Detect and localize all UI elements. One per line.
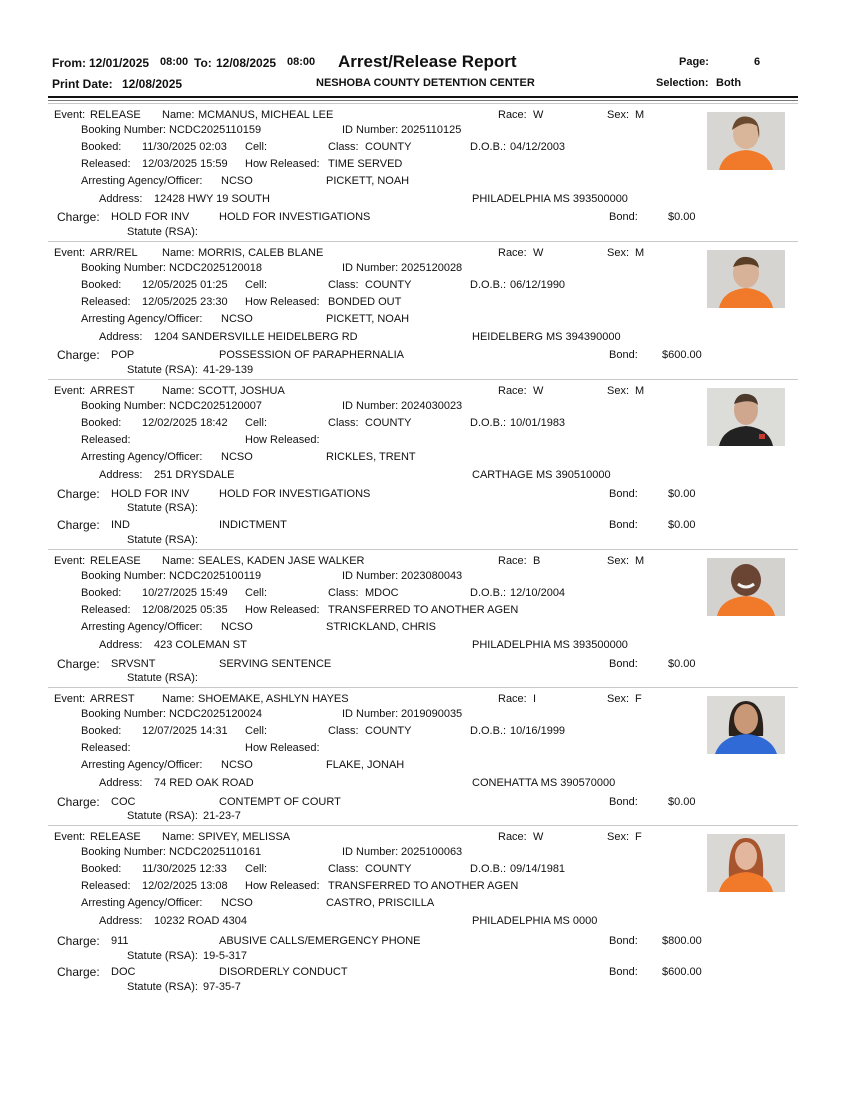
event-label: Event:	[54, 385, 86, 397]
dob-label: D.O.B.:	[470, 279, 507, 291]
charge-code: 911	[111, 935, 129, 947]
event-type: RELEASE	[90, 109, 141, 121]
id-number-label: ID Number:	[342, 400, 399, 412]
bond-label: Bond:	[609, 658, 638, 670]
charge-description: HOLD FOR INVESTIGATIONS	[219, 211, 371, 223]
bond-amount: $0.00	[668, 519, 696, 531]
address-label: Address:	[99, 331, 143, 343]
arresting-agency: NCSO	[221, 175, 253, 187]
selection-label: Selection:	[656, 77, 709, 89]
name-label: Name:	[162, 555, 195, 567]
how-released-label: How Released:	[245, 434, 320, 446]
statute-label: Statute (RSA):	[127, 364, 198, 376]
charge-label: Charge:	[57, 965, 100, 979]
class-label: Class:	[328, 725, 359, 737]
booked-label: Booked:	[81, 587, 122, 599]
sex-label: Sex:	[607, 555, 630, 567]
event-label: Event:	[54, 109, 86, 121]
bond-amount: $0.00	[668, 796, 696, 808]
charge-code: HOLD FOR INV	[111, 488, 190, 500]
booking-number: NCDC2025120024	[169, 708, 262, 720]
sex-value: M	[635, 109, 645, 121]
statute-label: Statute (RSA):	[127, 981, 198, 993]
charge-code: SRVSNT	[111, 658, 156, 670]
inmate-photo	[707, 696, 785, 754]
bond-label: Bond:	[609, 349, 638, 361]
arresting-agency: NCSO	[221, 621, 253, 633]
print-date: 12/08/2025	[122, 77, 183, 91]
race-label: Race:	[498, 109, 527, 121]
id-number: 2025120028	[401, 262, 463, 274]
charge-label: Charge:	[57, 795, 100, 809]
inmate-name: MCMANUS, MICHEAL LEE	[198, 109, 334, 121]
event-label: Event:	[54, 555, 86, 567]
record-entry	[48, 379, 798, 550]
booking-number: NCDC2025110161	[169, 846, 262, 858]
address-city: PHILADELPHIA MS 393500000	[472, 193, 628, 205]
print-date-label: Print Date:	[52, 77, 113, 91]
sex-label: Sex:	[607, 693, 630, 705]
arresting-label: Arresting Agency/Officer:	[81, 759, 203, 771]
bond-amount: $600.00	[662, 966, 702, 978]
charge-description: SERVING SENTENCE	[219, 658, 332, 670]
released-label: Released:	[81, 158, 131, 170]
class-value: COUNTY	[365, 141, 412, 153]
arresting-agency: NCSO	[221, 759, 253, 771]
address-label: Address:	[99, 469, 143, 481]
id-number-label: ID Number:	[342, 846, 399, 858]
report-title: Arrest/Release Report	[338, 52, 517, 71]
id-number: 2024030023	[401, 400, 463, 412]
record-entry	[48, 241, 798, 380]
released-label: Released:	[81, 604, 131, 616]
race-value: B	[533, 555, 541, 567]
class-label: Class:	[328, 417, 359, 429]
race-value: W	[533, 247, 544, 259]
booked-datetime: 11/30/2025 02:03	[142, 141, 227, 153]
address-city: PHILADELPHIA MS 0000	[472, 915, 598, 927]
how-released-label: How Released:	[245, 742, 320, 754]
address-street: 251 DRYSDALE	[154, 469, 235, 481]
arresting-officer: PICKETT, NOAH	[326, 313, 410, 325]
inmate-name: MORRIS, CALEB BLANE	[198, 247, 324, 259]
from-label: From:	[52, 56, 86, 70]
dob-label: D.O.B.:	[470, 417, 507, 429]
dob-value: 10/01/1983	[510, 417, 566, 429]
id-number: 2025110125	[401, 124, 462, 136]
race-label: Race:	[498, 247, 527, 259]
id-number-label: ID Number:	[342, 124, 399, 136]
dob-label: D.O.B.:	[470, 141, 507, 153]
header-rule-thin	[48, 100, 798, 101]
record-entry	[48, 103, 798, 242]
sex-label: Sex:	[607, 831, 630, 843]
booked-label: Booked:	[81, 725, 122, 737]
dob-value: 10/16/1999	[510, 725, 566, 737]
address-label: Address:	[99, 777, 143, 789]
inmate-name: SCOTT, JOSHUA	[198, 385, 285, 397]
bond-label: Bond:	[609, 966, 638, 978]
arresting-label: Arresting Agency/Officer:	[81, 451, 203, 463]
arresting-agency: NCSO	[221, 451, 253, 463]
booking-number-label: Booking Number:	[81, 570, 166, 582]
inmate-photo	[707, 388, 785, 446]
address-street: 12428 HWY 19 SOUTH	[154, 193, 270, 205]
sex-label: Sex:	[607, 247, 630, 259]
address-street: 10232 ROAD 4304	[154, 915, 247, 927]
to-time: 08:00	[287, 56, 316, 68]
released-datetime: 12/03/2025 15:59	[142, 158, 228, 170]
dob-value: 09/14/1981	[510, 863, 566, 875]
to-date: 12/08/2025	[216, 56, 277, 70]
event-type: ARREST	[90, 693, 135, 705]
booked-datetime: 12/02/2025 18:42	[142, 417, 228, 429]
booking-number-label: Booking Number:	[81, 708, 166, 720]
booked-label: Booked:	[81, 863, 122, 875]
booking-number-label: Booking Number:	[81, 262, 166, 274]
race-label: Race:	[498, 693, 527, 705]
arresting-officer: STRICKLAND, CHRIS	[326, 621, 437, 633]
name-label: Name:	[162, 385, 195, 397]
address-street: 1204 SANDERSVILLE HEIDELBERG RD	[154, 331, 358, 343]
how-released-value: TRANSFERRED TO ANOTHER AGEN	[328, 604, 519, 616]
sex-label: Sex:	[607, 385, 630, 397]
released-datetime: 12/08/2025 05:35	[142, 604, 228, 616]
class-value: MDOC	[365, 587, 399, 599]
event-type: ARREST	[90, 385, 135, 397]
arresting-officer: CASTRO, PRISCILLA	[326, 897, 435, 909]
event-type: RELEASE	[90, 555, 141, 567]
class-value: COUNTY	[365, 417, 412, 429]
id-number: 2025100063	[401, 846, 463, 858]
event-type: ARR/REL	[90, 247, 138, 259]
class-value: COUNTY	[365, 725, 412, 737]
bond-label: Bond:	[609, 519, 638, 531]
booked-label: Booked:	[81, 279, 122, 291]
dob-label: D.O.B.:	[470, 863, 507, 875]
charge-code: IND	[111, 519, 130, 531]
name-label: Name:	[162, 247, 195, 259]
arresting-officer: PICKETT, NOAH	[326, 175, 410, 187]
charge-description: CONTEMPT OF COURT	[219, 796, 341, 808]
statute-label: Statute (RSA):	[127, 810, 198, 822]
charge-code: HOLD FOR INV	[111, 211, 190, 223]
bond-label: Bond:	[609, 796, 638, 808]
statute-label: Statute (RSA):	[127, 502, 198, 514]
arresting-label: Arresting Agency/Officer:	[81, 175, 203, 187]
arresting-label: Arresting Agency/Officer:	[81, 313, 203, 325]
released-label: Released:	[81, 742, 131, 754]
inmate-name: SPIVEY, MELISSA	[198, 831, 291, 843]
selection-value: Both	[716, 77, 742, 89]
how-released-value: BONDED OUT	[328, 296, 402, 308]
race-label: Race:	[498, 555, 527, 567]
booked-datetime: 10/27/2025 15:49	[142, 587, 228, 599]
booking-number: NCDC2025100119	[169, 570, 262, 582]
booking-number: NCDC2025120007	[169, 400, 262, 412]
booked-datetime: 11/30/2025 12:33	[142, 863, 227, 875]
bond-label: Bond:	[609, 935, 638, 947]
event-type: RELEASE	[90, 831, 141, 843]
how-released-label: How Released:	[245, 158, 320, 170]
how-released-label: How Released:	[245, 296, 320, 308]
inmate-name: SEALES, KADEN JASE WALKER	[198, 555, 365, 567]
event-label: Event:	[54, 831, 86, 843]
cell-label: Cell:	[245, 587, 268, 599]
arresting-label: Arresting Agency/Officer:	[81, 897, 203, 909]
race-label: Race:	[498, 831, 527, 843]
id-number: 2023080043	[401, 570, 463, 582]
charge-code: DOC	[111, 966, 136, 978]
cell-label: Cell:	[245, 141, 268, 153]
booked-label: Booked:	[81, 141, 122, 153]
statute-label: Statute (RSA):	[127, 672, 198, 684]
inmate-photo	[707, 558, 785, 616]
how-released-label: How Released:	[245, 604, 320, 616]
charge-label: Charge:	[57, 518, 100, 532]
bond-label: Bond:	[609, 488, 638, 500]
released-label: Released:	[81, 880, 131, 892]
class-label: Class:	[328, 587, 359, 599]
race-value: W	[533, 109, 544, 121]
booking-number: NCDC2025110159	[169, 124, 262, 136]
record-entry	[48, 687, 798, 826]
race-value: I	[533, 693, 537, 705]
page-number: 6	[754, 56, 761, 68]
class-label: Class:	[328, 279, 359, 291]
name-label: Name:	[162, 109, 195, 121]
id-number-label: ID Number:	[342, 570, 399, 582]
charge-description: POSSESSION OF PARAPHERNALIA	[219, 349, 405, 361]
address-city: HEIDELBERG MS 394390000	[472, 331, 621, 343]
statute-label: Statute (RSA):	[127, 534, 198, 546]
statute-label: Statute (RSA):	[127, 950, 198, 962]
class-value: COUNTY	[365, 279, 412, 291]
inmate-photo	[707, 112, 785, 170]
arresting-agency: NCSO	[221, 897, 253, 909]
charge-description: HOLD FOR INVESTIGATIONS	[219, 488, 371, 500]
booking-number-label: Booking Number:	[81, 846, 166, 858]
bond-amount: $0.00	[668, 211, 696, 223]
dob-label: D.O.B.:	[470, 587, 507, 599]
address-city: CONEHATTA MS 390570000	[472, 777, 616, 789]
id-number: 2019090035	[401, 708, 463, 720]
facility-name: NESHOBA COUNTY DETENTION CENTER	[316, 77, 535, 89]
bond-amount: $600.00	[662, 349, 702, 361]
booked-label: Booked:	[81, 417, 122, 429]
booking-number-label: Booking Number:	[81, 400, 166, 412]
address-city: CARTHAGE MS 390510000	[472, 469, 611, 481]
charge-label: Charge:	[57, 487, 100, 501]
booking-number: NCDC2025120018	[169, 262, 262, 274]
record-entry	[48, 825, 798, 996]
sex-value: M	[635, 385, 645, 397]
charge-code: COC	[111, 796, 136, 808]
class-label: Class:	[328, 863, 359, 875]
race-label: Race:	[498, 385, 527, 397]
charge-code: POP	[111, 349, 135, 361]
event-label: Event:	[54, 693, 86, 705]
released-datetime: 12/02/2025 13:08	[142, 880, 228, 892]
charge-label: Charge:	[57, 657, 100, 671]
sex-label: Sex:	[607, 109, 630, 121]
class-label: Class:	[328, 141, 359, 153]
charge-description: ABUSIVE CALLS/EMERGENCY PHONE	[219, 935, 421, 947]
how-released-label: How Released:	[245, 880, 320, 892]
inmate-name: SHOEMAKE, ASHLYN HAYES	[198, 693, 349, 705]
charge-description: DISORDERLY CONDUCT	[219, 966, 348, 978]
address-street: 74 RED OAK ROAD	[154, 777, 254, 789]
booked-datetime: 12/07/2025 14:31	[142, 725, 228, 737]
how-released-value: TRANSFERRED TO ANOTHER AGEN	[328, 880, 519, 892]
sex-value: F	[635, 831, 642, 843]
arresting-officer: FLAKE, JONAH	[326, 759, 405, 771]
race-value: W	[533, 831, 544, 843]
sex-value: F	[635, 693, 642, 705]
inmate-photo	[707, 250, 785, 308]
dob-value: 04/12/2003	[510, 141, 566, 153]
address-street: 423 COLEMAN ST	[154, 639, 247, 651]
address-label: Address:	[99, 639, 143, 651]
charge-label: Charge:	[57, 934, 100, 948]
bond-amount: $0.00	[668, 488, 696, 500]
bond-amount: $800.00	[662, 935, 702, 947]
id-number-label: ID Number:	[342, 708, 399, 720]
released-datetime: 12/05/2025 23:30	[142, 296, 228, 308]
cell-label: Cell:	[245, 863, 268, 875]
cell-label: Cell:	[245, 417, 268, 429]
statute-label: Statute (RSA):	[127, 226, 198, 238]
record-entry	[48, 549, 798, 688]
sex-value: M	[635, 247, 645, 259]
cell-label: Cell:	[245, 725, 268, 737]
address-label: Address:	[99, 915, 143, 927]
arresting-label: Arresting Agency/Officer:	[81, 621, 203, 633]
address-city: PHILADELPHIA MS 393500000	[472, 639, 628, 651]
charge-label: Charge:	[57, 348, 100, 362]
charge-description: INDICTMENT	[219, 519, 287, 531]
statute-value: 97-35-7	[203, 981, 241, 993]
bond-label: Bond:	[609, 211, 638, 223]
name-label: Name:	[162, 693, 195, 705]
booked-datetime: 12/05/2025 01:25	[142, 279, 228, 291]
name-label: Name:	[162, 831, 195, 843]
id-number-label: ID Number:	[342, 262, 399, 274]
how-released-value: TIME SERVED	[328, 158, 403, 170]
statute-value: 41-29-139	[203, 364, 254, 376]
statute-value: 19-5-317	[203, 950, 248, 962]
released-label: Released:	[81, 434, 131, 446]
statute-value: 21-23-7	[203, 810, 241, 822]
page-label: Page:	[679, 56, 709, 68]
sex-value: M	[635, 555, 645, 567]
address-label: Address:	[99, 193, 143, 205]
bond-amount: $0.00	[668, 658, 696, 670]
class-value: COUNTY	[365, 863, 412, 875]
from-date: 12/01/2025	[89, 56, 150, 70]
inmate-photo	[707, 834, 785, 892]
dob-label: D.O.B.:	[470, 725, 507, 737]
dob-value: 12/10/2004	[510, 587, 566, 599]
arresting-agency: NCSO	[221, 313, 253, 325]
cell-label: Cell:	[245, 279, 268, 291]
to-label: To:	[194, 56, 212, 70]
dob-value: 06/12/1990	[510, 279, 566, 291]
header-rule	[48, 96, 798, 98]
arresting-officer: RICKLES, TRENT	[326, 451, 416, 463]
charge-label: Charge:	[57, 210, 100, 224]
released-label: Released:	[81, 296, 131, 308]
from-time: 08:00	[160, 56, 189, 68]
event-label: Event:	[54, 247, 86, 259]
race-value: W	[533, 385, 544, 397]
booking-number-label: Booking Number:	[81, 124, 166, 136]
